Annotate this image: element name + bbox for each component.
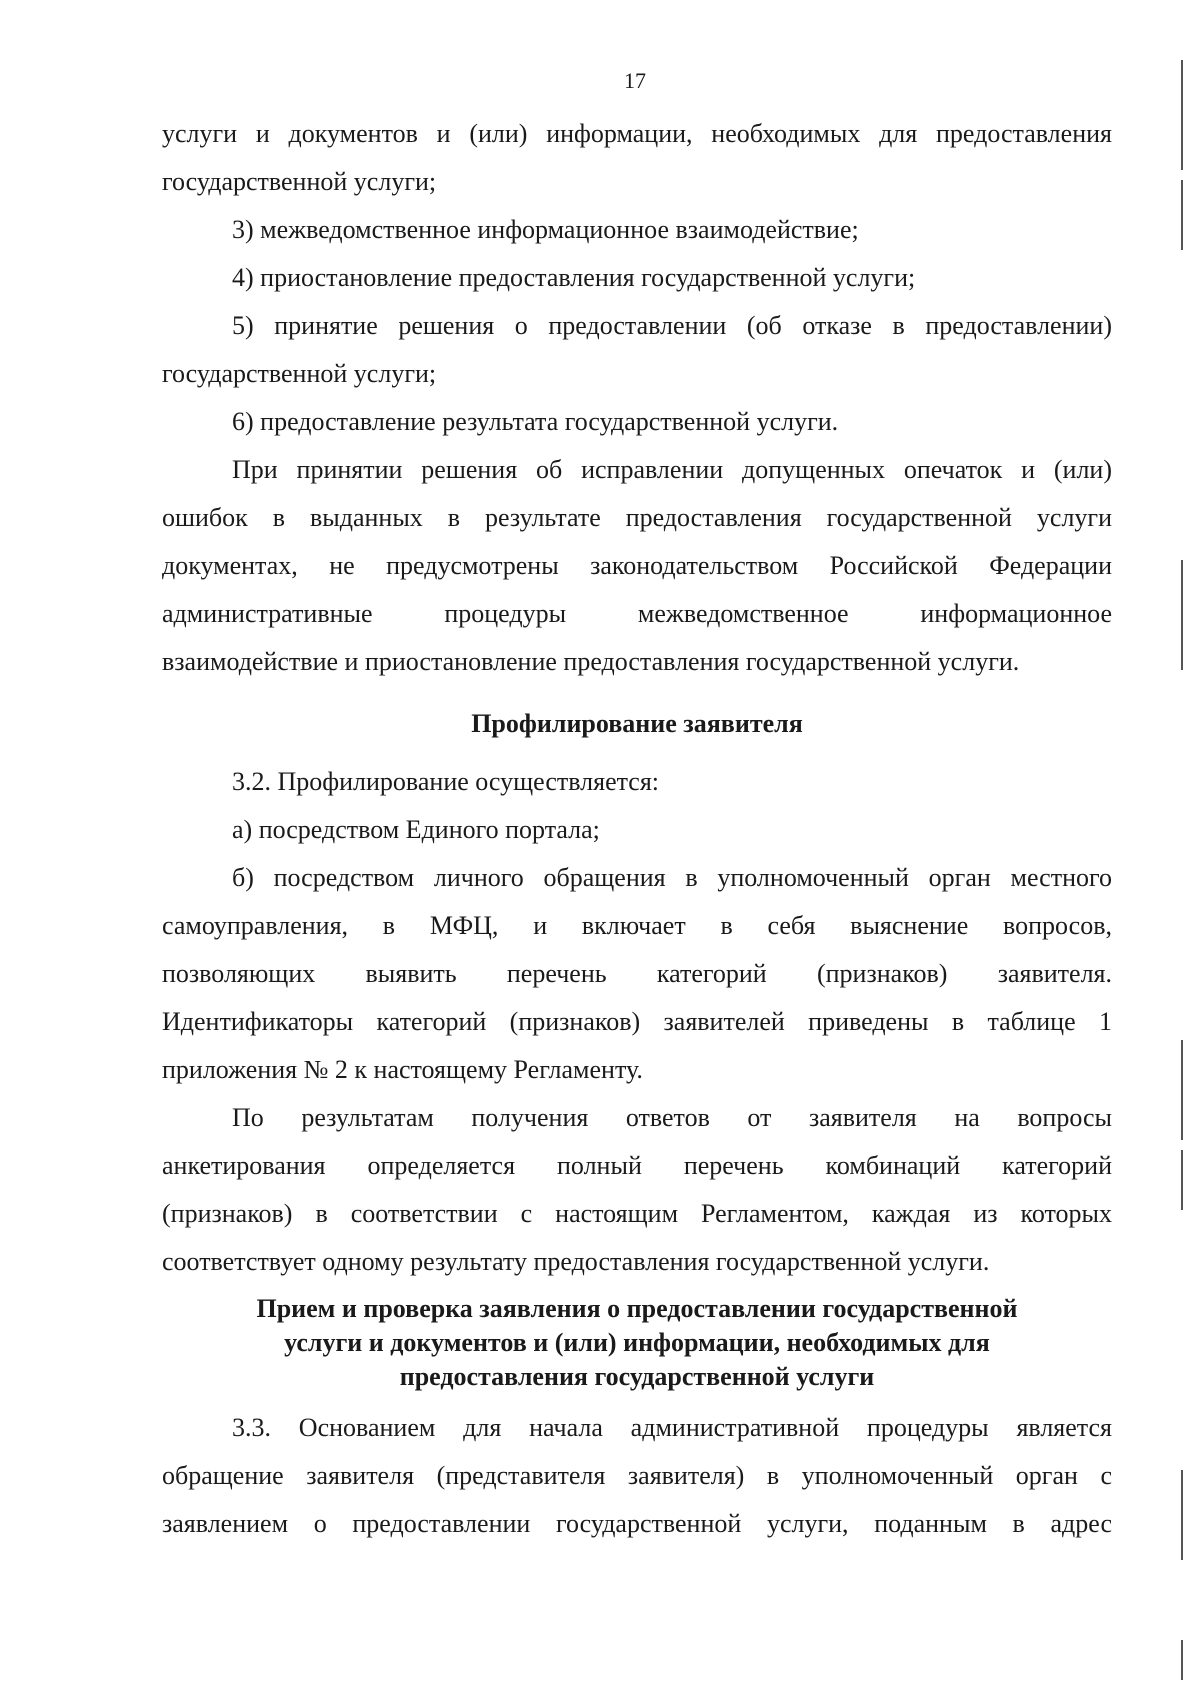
paragraph-3-3 bbox=[162, 1404, 1112, 1548]
text-line: ошибок в выданных в результате предоставления государственной услуги bbox=[162, 503, 1112, 532]
text-line: позволяющих выявить перечень категорий (признаков) заявителя. bbox=[162, 959, 1112, 988]
text-line: взаимодействие и приостановление предоставления государственной услуги. bbox=[162, 647, 1020, 676]
text-line: анкетирования определяется полный перечень комбинаций категорий bbox=[162, 1151, 1112, 1180]
list-item-4: 4) приостановление предоставления государственной услуги; bbox=[232, 263, 916, 292]
text-line: 5) принятие решения о предоставлении (об отказе в предоставлении) bbox=[232, 311, 1112, 340]
text-line: обращение заявителя (представителя заявителя) в уполномоченный орган с bbox=[162, 1461, 1112, 1490]
text-line: документах, не предусмотрены законодательством Российской Федерации bbox=[162, 551, 1112, 580]
text-line: соответствует одному результату предоставления государственной услуги. bbox=[162, 1247, 990, 1276]
scan-edge-mark bbox=[1181, 1640, 1183, 1680]
text-line: государственной услуги; bbox=[162, 167, 437, 196]
text-line: заявлением о предоставлении государственной услуги, поданным в адрес bbox=[162, 1509, 1112, 1538]
list-item-b bbox=[162, 854, 1112, 1094]
heading-line: предоставления государственной услуги bbox=[399, 1362, 875, 1391]
paragraph-questionnaire bbox=[162, 1094, 1112, 1286]
text-line: б) посредством личного обращения в уполномоченный орган местного bbox=[232, 863, 1112, 892]
text-line: приложения № 2 к настоящему Регламенту. bbox=[162, 1055, 643, 1084]
scan-edge-mark bbox=[1181, 1470, 1183, 1560]
list-item-3: 3) межведомственное информационное взаимодействие; bbox=[232, 215, 859, 244]
scan-edge-mark bbox=[1181, 60, 1183, 170]
text-line: (признаков) в соответствии с настоящим Регламентом, каждая из которых bbox=[162, 1199, 1112, 1228]
scan-edge-mark bbox=[1181, 560, 1183, 670]
document-body bbox=[162, 110, 1112, 1548]
scan-edge-mark bbox=[1181, 1150, 1183, 1210]
scan-edge-mark bbox=[1181, 1040, 1183, 1140]
text-line: Идентификаторы категорий (признаков) заявителей приведены в таблице 1 bbox=[162, 1007, 1112, 1036]
text-line: государственной услуги; bbox=[162, 359, 437, 388]
paragraph-continuation bbox=[162, 110, 1112, 206]
heading-line: Прием и проверка заявления о предоставлении государственной bbox=[256, 1294, 1018, 1323]
section-heading-profiling: Профилирование заявителя bbox=[471, 709, 803, 738]
list-item-a: а) посредством Единого портала; bbox=[232, 815, 600, 844]
text-line: административные процедуры межведомственное информационное bbox=[162, 599, 1112, 628]
text-line: При принятии решения об исправлении допущенных опечаток и (или) bbox=[232, 455, 1112, 484]
text-line: услуги и документов и (или) информации, необходимых для предоставления bbox=[162, 119, 1112, 148]
section-heading-application-check bbox=[162, 1292, 1112, 1394]
text-line: 3.3. Основанием для начала административной процедуры является bbox=[232, 1413, 1112, 1442]
list-item-6: 6) предоставление результата государственной услуги. bbox=[232, 407, 839, 436]
text-line: самоуправления, в МФЦ, и включает в себя выяснение вопросов, bbox=[162, 911, 1112, 940]
scan-edge-mark bbox=[1181, 180, 1183, 250]
page-number: 17 bbox=[624, 68, 646, 93]
paragraph-3-2: 3.2. Профилирование осуществляется: bbox=[232, 767, 660, 796]
list-item-5 bbox=[162, 302, 1112, 398]
heading-line: услуги и документов и (или) информации, необходимых для bbox=[284, 1328, 990, 1357]
paragraph-corrections bbox=[162, 446, 1112, 686]
text-line: По результатам получения ответов от заявителя на вопросы bbox=[232, 1103, 1112, 1132]
